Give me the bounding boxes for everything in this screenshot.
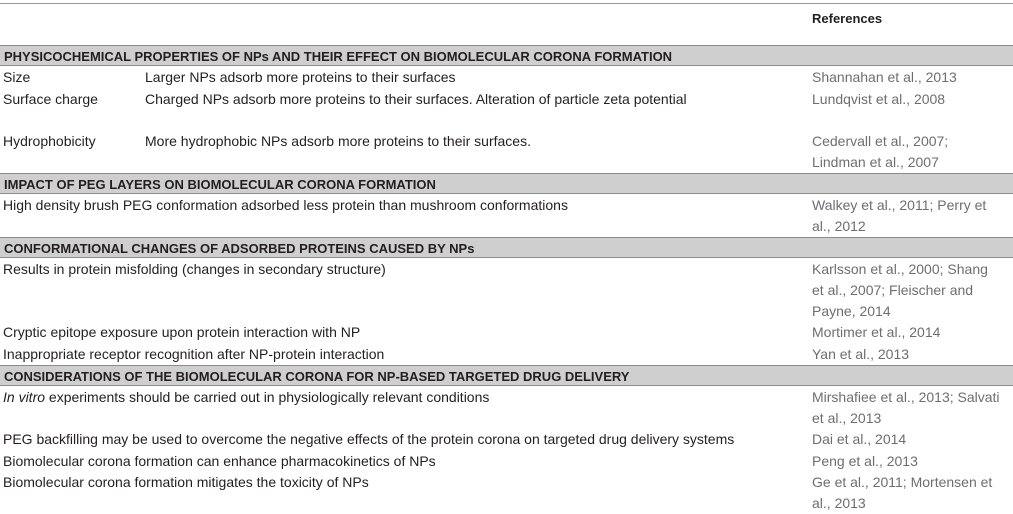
- reference-in-vitro: Mirshafiee et al., 2013; Salvati et al., 2013: [812, 389, 1000, 426]
- reference-toxicity: Ge et al., 2011; Mortensen et al., 2013: [812, 474, 993, 511]
- reference-misfolding: Karlsson et al., 2000; Shang et al., 2007; Fleischer and Payne, 2014: [812, 261, 988, 319]
- finding-peg-backfilling: PEG backfilling may be used to overcome the negative effects of the protein corona on targeted drug delivery systems: [3, 431, 735, 447]
- reference-peg-brush: Walkey et al., 2011; Perry et al., 2012: [812, 197, 987, 234]
- section-header-targeted-delivery: [0, 365, 1013, 386]
- section-header-physicochemical: [0, 45, 1013, 66]
- section-header-peg-layers: [0, 173, 1013, 194]
- reference-hydrophobicity: Cedervall et al., 2007; Lindman et al., 2007: [812, 133, 949, 170]
- finding-cryptic-epitope: Cryptic epitope exposure upon protein interaction with NP: [3, 324, 361, 340]
- finding-surface-charge: Charged NPs adsorb more proteins to their surfaces. Alteration of particle zeta potential: [145, 91, 687, 107]
- reference-size: Shannahan et al., 2013: [812, 69, 957, 85]
- finding-in-vitro: [3, 387, 793, 408]
- reference-receptor-recognition: Yan et al., 2013: [812, 346, 910, 362]
- finding-toxicity: Biomolecular corona formation mitigates the toxicity of NPs: [3, 474, 369, 490]
- property-hydrophobicity: Hydrophobicity: [3, 133, 96, 149]
- top-rule: [0, 3, 1013, 4]
- section-header-conformational-changes: [0, 237, 1013, 258]
- section-title: CONFORMATIONAL CHANGES OF ADSORBED PROTEINS CAUSED BY NPs: [4, 241, 475, 256]
- in-vitro-italic: In vitro: [3, 389, 46, 405]
- section-title: IMPACT OF PEG LAYERS ON BIOMOLECULAR CORONA FORMATION: [4, 177, 436, 192]
- finding-hydrophobicity: More hydrophobic NPs adsorb more proteins to their surfaces.: [145, 133, 531, 149]
- property-size: Size: [3, 69, 31, 85]
- finding-in-vitro-text: experiments should be carried out in physiologically relevant conditions: [45, 389, 490, 405]
- property-surface-charge: Surface charge: [3, 91, 98, 107]
- reference-pharmacokinetics: Peng et al., 2013: [812, 453, 918, 469]
- reference-surface-charge: Lundqvist et al., 2008: [812, 91, 946, 107]
- finding-size: Larger NPs adsorb more proteins to their surfaces: [145, 69, 456, 85]
- references-column-header: References: [812, 11, 883, 26]
- finding-pharmacokinetics: Biomolecular corona formation can enhance pharmacokinetics of NPs: [3, 453, 436, 469]
- reference-peg-backfilling: Dai et al., 2014: [812, 431, 907, 447]
- finding-misfolding: Results in protein misfolding (changes in secondary structure): [3, 261, 386, 277]
- reference-cryptic-epitope: Mortimer et al., 2014: [812, 324, 941, 340]
- finding-receptor-recognition: Inappropriate receptor recognition after NP-protein interaction: [3, 346, 385, 362]
- section-title: PHYSICOCHEMICAL PROPERTIES OF NPs AND THEIR EFFECT ON BIOMOLECULAR CORONA FORMATION: [4, 49, 673, 64]
- finding-peg-brush: High density brush PEG conformation adsorbed less protein than mushroom conformations: [3, 197, 568, 213]
- section-title: CONSIDERATIONS OF THE BIOMOLECULAR CORONA FOR NP-BASED TARGETED DRUG DELIVERY: [4, 369, 630, 384]
